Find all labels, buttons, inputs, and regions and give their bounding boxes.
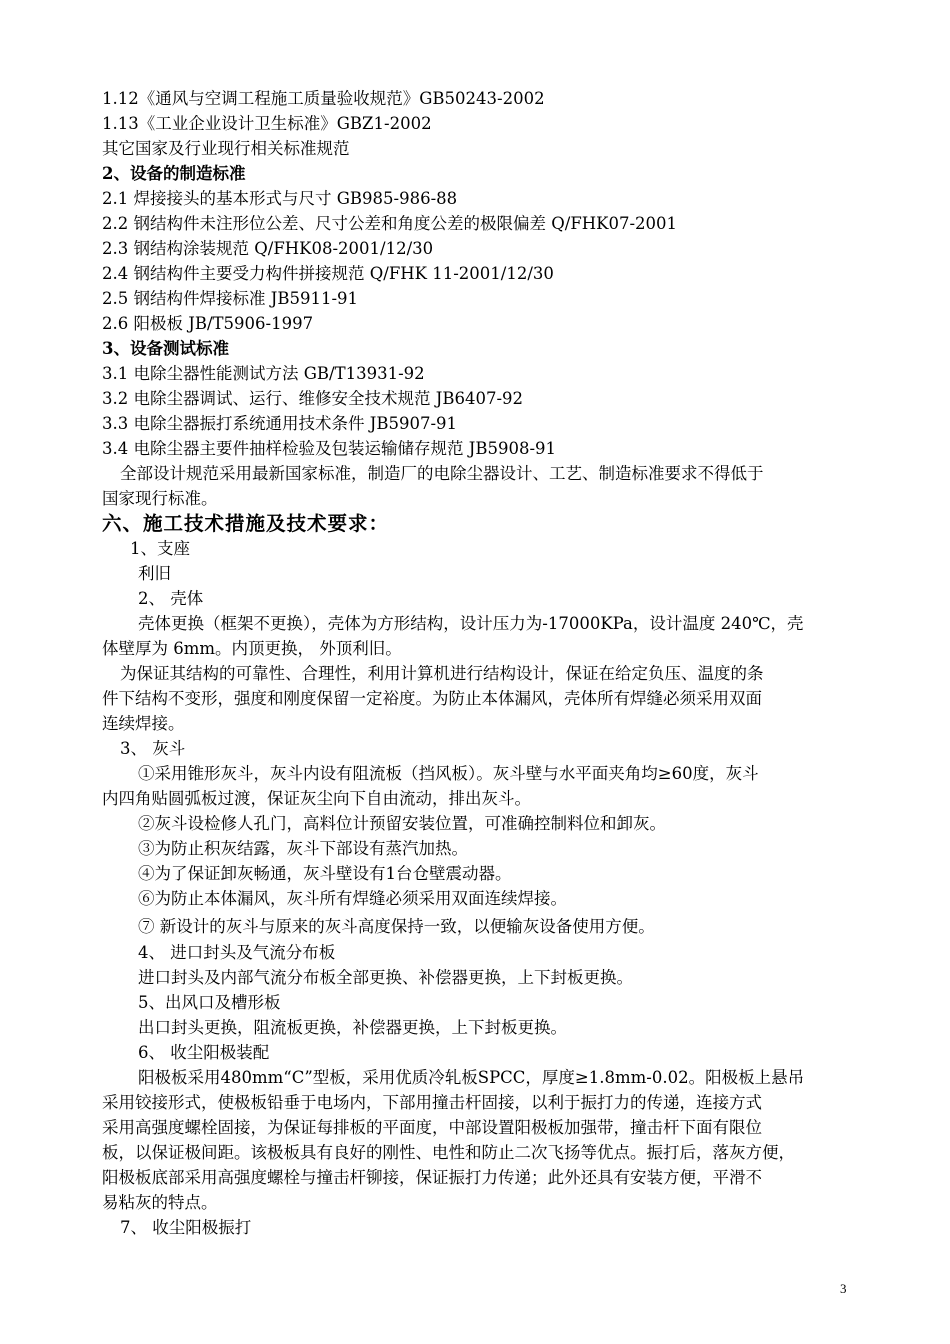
standard-1-13: 1.13《工业企业设计卫生标准》GBZ1-2002	[102, 114, 432, 133]
paragraph-structure: 为保证其结构的可靠性、合理性，利用计算机进行结构设计，保证在给定负压、温度的条	[120, 664, 764, 683]
paragraph-anode-cont-3: 板，以保证极间距。该极板具有良好的刚性、电性和防止二次飞扬等优点。振打后，落灰方便，	[102, 1143, 795, 1162]
standard-2-2: 2.2 钢结构件未注形位公差、尺寸公差和角度公差的极限偏差 Q/FHK07-2001	[102, 214, 678, 233]
item-heading-inlet: 4、 进口封头及气流分布板	[138, 943, 336, 962]
hopper-point-7: ⑦ 新设计的灰斗与原来的灰斗高度保持一致，以便输灰设备使用方便。	[138, 917, 655, 936]
hopper-point-6: ⑥为防止本体漏风，灰斗所有焊缝必须采用双面连续焊接。	[138, 889, 567, 908]
item-heading-shell: 2、 壳体	[138, 589, 204, 608]
hopper-point-3: ③为防止积灰结露，灰斗下部设有蒸汽加热。	[138, 839, 468, 858]
paragraph-anode-cont-5: 易粘灰的特点。	[102, 1193, 218, 1212]
standard-3-1: 3.1 电除尘器性能测试方法 GB/T13931-92	[102, 364, 425, 383]
paragraph-design-standards: 全部设计规范采用最新国家标准，制造厂的电除尘器设计、工艺、制造标准要求不得低于	[120, 464, 764, 483]
paragraph-anode-cont-1: 采用铰接形式，使极板铅垂于电场内，下部用撞击杆固接，以利于振打力的传递，连接方式	[102, 1093, 762, 1112]
standard-3-3: 3.3 电除尘器振打系统通用技术条件 JB5907-91	[102, 414, 458, 433]
standard-2-6: 2.6 阳极板 JB/T5906-1997	[102, 314, 314, 333]
standard-2-5: 2.5 钢结构件焊接标准 JB5911-91	[102, 289, 359, 308]
paragraph-structure-cont-1: 件下结构不变形，强度和刚度保留一定裕度。为防止本体漏风，壳体所有焊缝必须采用双面	[102, 689, 762, 708]
paragraph-anode-cont-2: 采用高强度螺栓固接，为保证每排板的平面度，中部设置阳极板加强带，撞击杆下面有限位	[102, 1118, 762, 1137]
standard-2-1: 2.1 焊接接头的基本形式与尺寸 GB985-986-88	[102, 189, 458, 208]
standard-1-12: 1.12《通风与空调工程施工质量验收规范》GB50243-2002	[102, 89, 545, 108]
page-number: 3	[840, 1281, 847, 1296]
item-heading-anode-rapping: 7、 收尘阳极振打	[120, 1218, 252, 1237]
section-heading-testing-standards: 3、设备测试标准	[102, 339, 229, 358]
item-heading-anode-assembly: 6、 收尘阳极装配	[138, 1043, 270, 1062]
section-heading-manufacturing-standards: 2、设备的制造标准	[102, 164, 246, 183]
paragraph-shell: 壳体更换（框架不更换），壳体为方形结构，设计压力为-17000KPa，设计温度 240℃，壳	[138, 614, 804, 633]
item-heading-ash-hopper: 3、 灰斗	[120, 739, 186, 758]
item-heading-outlet: 5、出风口及槽形板	[138, 993, 281, 1012]
paragraph-anode-cont-4: 阳极板底部采用高强度螺栓与撞击杆铆接，保证振打力传递；此外还具有安装方便，平滑不	[102, 1168, 762, 1187]
hopper-point-1-cont: 内四角贴圆弧板过渡，保证灰尘向下自由流动，排出灰斗。	[102, 789, 531, 808]
standard-2-4: 2.4 钢结构件主要受力构件拼接规范 Q/FHK 11-2001/12/30	[102, 264, 554, 283]
standard-2-3: 2.3 钢结构涂装规范 Q/FHK08-2001/12/30	[102, 239, 434, 258]
standard-3-4: 3.4 电除尘器主要件抽样检验及包装运输储存规范 JB5908-91	[102, 439, 557, 458]
hopper-point-4: ④为了保证卸灰畅通，灰斗壁设有1台仓壁震动器。	[138, 864, 512, 883]
paragraph-shell-cont: 体壁厚为 6mm。内顶更换， 外顶利旧。	[102, 639, 402, 658]
item-text-inlet: 进口封头及内部气流分布板全部更换、补偿器更换，上下封板更换。	[138, 968, 633, 987]
item-text-support: 利旧	[138, 564, 171, 583]
item-text-outlet: 出口封头更换，阻流板更换，补偿器更换，上下封板更换。	[138, 1018, 567, 1037]
paragraph-structure-cont-2: 连续焊接。	[102, 714, 185, 733]
paragraph-anode: 阳极板采用480mm“C”型板，采用优质冷轧板SPCC，厚度≥1.8mm-0.02。阳极板上悬吊	[138, 1068, 805, 1087]
item-heading-support: 1、支座	[130, 539, 190, 558]
paragraph-design-standards-cont: 国家现行标准。	[102, 489, 218, 508]
other-standards: 其它国家及行业现行相关标准规范	[102, 139, 350, 158]
chapter-heading-construction: 六、施工技术措施及技术要求：	[102, 512, 390, 535]
hopper-point-1: ①采用锥形灰斗，灰斗内设有阻流板（挡风板）。灰斗壁与水平面夹角均≥60度，灰斗	[138, 764, 759, 783]
standard-3-2: 3.2 电除尘器调试、运行、维修安全技术规范 JB6407-92	[102, 389, 524, 408]
hopper-point-2: ②灰斗设检修人孔门，高料位计预留安装位置，可准确控制料位和卸灰。	[138, 814, 666, 833]
